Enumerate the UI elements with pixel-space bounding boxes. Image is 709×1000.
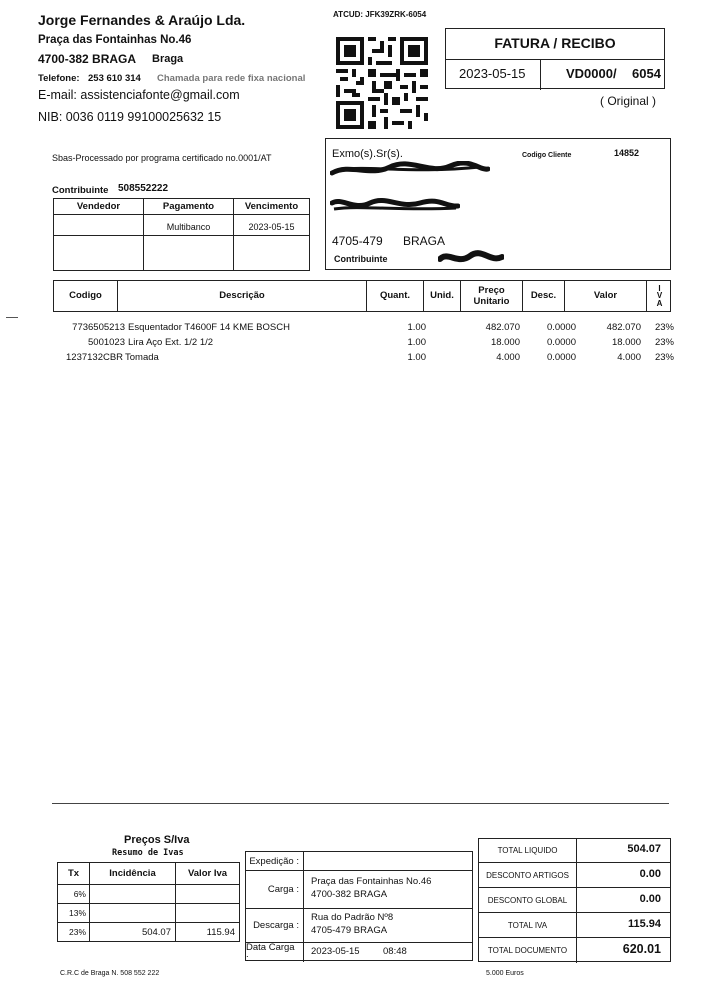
client-city: BRAGA [403, 234, 446, 248]
total-row [479, 938, 670, 963]
unload-line1: Rua do Padrão Nº8 [311, 912, 394, 923]
col-vat: I V A [656, 283, 663, 308]
total-net-label: TOTAL LIQUIDO [479, 839, 577, 862]
col-quantity: Quant. [367, 281, 424, 311]
redaction-scribble-icon [330, 161, 490, 179]
line-description: Lira Aço Ext. 1/2 1/2 [128, 337, 214, 348]
line-value: 18.000 [611, 337, 641, 348]
invoice-number: 6054 [632, 66, 661, 81]
item-discount-value: 0.00 [639, 868, 661, 880]
line-price: 482.070 [485, 322, 520, 333]
client-code: 14852 [614, 148, 640, 158]
invoice-copy-label: ( Original ) [600, 94, 657, 108]
atcud-code: ATCUD: JFK39ZRK-6054 [333, 10, 427, 19]
total-vat-label: TOTAL IVA [479, 913, 577, 937]
company-nib: NIB: 0036 0119 99100025632 15 [38, 110, 222, 124]
expedition-label: Expedição : [246, 852, 304, 870]
col-unit-price [461, 281, 523, 311]
load-date-label: Data Carga : [246, 943, 304, 962]
col-discount: Desc. [523, 281, 565, 311]
total-vat-value: 115.94 [627, 918, 661, 930]
registry-footer: C.R.C de Braga N. 508 552 222 [60, 970, 160, 977]
line-discount: 0.0000 [546, 352, 576, 363]
company-city: Braga [152, 53, 184, 65]
total-row [479, 863, 670, 888]
redaction-scribble-icon [330, 195, 460, 215]
total-row [479, 839, 670, 863]
due-date-cell: 2023-05-15 [234, 215, 310, 236]
seller-cell [54, 215, 144, 236]
tax-summary-subtitle: Resumo de Ivas [112, 848, 184, 858]
document-total-value: 620.01 [622, 942, 661, 956]
tax-base-header: Incidência [90, 863, 176, 885]
payment-cell-empty [144, 236, 234, 271]
company-zip: 4700-382 BRAGA [38, 52, 137, 66]
tax-summary-table [57, 862, 240, 941]
line-price: 18.000 [490, 337, 520, 348]
load-label: Carga : [246, 871, 304, 908]
client-greeting: Exmo(s).Sr(s). [332, 148, 403, 160]
load-line1: Praça das Fontainhas No.46 [311, 876, 432, 887]
contributor-nif: 508552222 [118, 183, 169, 194]
divider [446, 59, 664, 60]
total-net-value: 504.07 [627, 843, 661, 855]
redaction-scribble-icon [438, 249, 504, 267]
total-row [479, 913, 670, 938]
line-description: Esquentador T4600F 14 KME BOSCH [128, 322, 290, 333]
unload-row [246, 909, 472, 943]
client-code-label: Codigo Cliente [522, 152, 572, 159]
phone-number: 253 610 314 [88, 73, 141, 84]
phone-label: Telefone: [38, 73, 80, 84]
col-description: Descrição [118, 281, 367, 311]
client-contributor-label: Contribuinte [334, 254, 388, 264]
tax-rate-header: Tx [58, 863, 90, 885]
tax-rate-cell: 13% [58, 904, 90, 923]
unload-label: Descarga : [246, 909, 304, 942]
certified-text: Sbas-Processado por programa certificado no.0001/AT [52, 153, 272, 163]
capital-footer: 5.000 Euros [486, 970, 524, 977]
line-discount: 0.0000 [546, 337, 576, 348]
load-time: 08:48 [383, 946, 407, 957]
col-unit-price-line2: Unitario [473, 296, 510, 307]
global-discount-label: DESCONTO GLOBAL [479, 888, 577, 912]
col-value: Valor [565, 281, 647, 311]
totals-box [478, 838, 671, 962]
line-quantity: 1.00 [407, 352, 426, 363]
line-price: 4.000 [496, 352, 520, 363]
col-unit: Unid. [424, 281, 461, 311]
payment-header: Pagamento [144, 199, 234, 215]
load-date-row [246, 943, 472, 962]
line-value: 482.070 [606, 322, 641, 333]
lines-table-header [53, 280, 671, 312]
tax-rate-cell: 23% [58, 923, 90, 942]
line-quantity: 1.00 [407, 322, 426, 333]
due-date-cell-empty [234, 236, 310, 271]
phone-note: Chamada para rede fixa nacional [157, 73, 306, 84]
invoice-title-box [445, 28, 665, 89]
global-discount-value: 0.00 [639, 893, 661, 905]
fold-mark [6, 317, 18, 318]
total-row [479, 888, 670, 913]
tax-value-cell [176, 904, 240, 923]
invoice-title: FATURA / RECIBO [494, 35, 616, 51]
tax-rate-cell: 6% [58, 885, 90, 904]
col-unit-price-line1: Preço [478, 284, 505, 296]
load-line2: 4700-382 BRAGA [311, 889, 388, 900]
tax-value-cell [176, 885, 240, 904]
tax-value-header: Valor Iva [176, 863, 240, 885]
shipping-box [245, 851, 473, 964]
item-discount-label: DESCONTO ARTIGOS [479, 863, 577, 887]
line-value: 4.000 [617, 352, 641, 363]
tax-summary-title: Preços S/Iva [124, 834, 190, 846]
tax-value-cell: 115.94 [176, 923, 240, 942]
tax-base-cell [90, 904, 176, 923]
company-street: Praça das Fontainhas No.46 [38, 34, 192, 46]
qr-code-icon [336, 37, 428, 129]
invoice-series: VD0000/ [566, 66, 617, 81]
line-discount: 0.0000 [546, 322, 576, 333]
contributor-label: Contribuinte [52, 185, 109, 196]
footer-divider [52, 803, 669, 804]
line-quantity: 1.00 [407, 337, 426, 348]
company-name: Jorge Fernandes & Araújo Lda. [38, 12, 246, 28]
client-box [325, 138, 671, 270]
line-vat: 23% [654, 337, 674, 348]
seller-header: Vendedor [54, 199, 144, 215]
payment-cell: Multibanco [144, 215, 234, 236]
company-email: E-mail: assistenciafonte@gmail.com [38, 88, 240, 102]
table-row [0, 337, 709, 352]
document-total-label: TOTAL DOCUMENTO [479, 938, 577, 963]
line-code: 5001023 [88, 337, 125, 348]
col-code: Codigo [54, 281, 118, 311]
load-date: 2023-05-15 [311, 946, 360, 957]
line-vat: 23% [654, 352, 674, 363]
client-postal-code: 4705-479 [332, 234, 383, 248]
unload-line2: 4705-479 BRAGA [311, 925, 388, 936]
line-code: 7736505213 [72, 322, 125, 333]
tax-base-cell: 504.07 [90, 923, 176, 942]
invoice-date: 2023-05-15 [459, 66, 526, 81]
tax-base-cell [90, 885, 176, 904]
due-date-header: Vencimento [234, 199, 310, 215]
seller-payment-table [53, 198, 310, 271]
load-row [246, 871, 472, 909]
divider [540, 59, 541, 90]
seller-cell-empty [54, 236, 144, 271]
line-vat: 23% [654, 322, 674, 333]
table-row [0, 322, 709, 337]
line-description: Tomada [125, 352, 159, 363]
table-row [0, 352, 709, 367]
line-code: 1237132CBR [66, 352, 124, 363]
expedition-row [246, 852, 472, 871]
